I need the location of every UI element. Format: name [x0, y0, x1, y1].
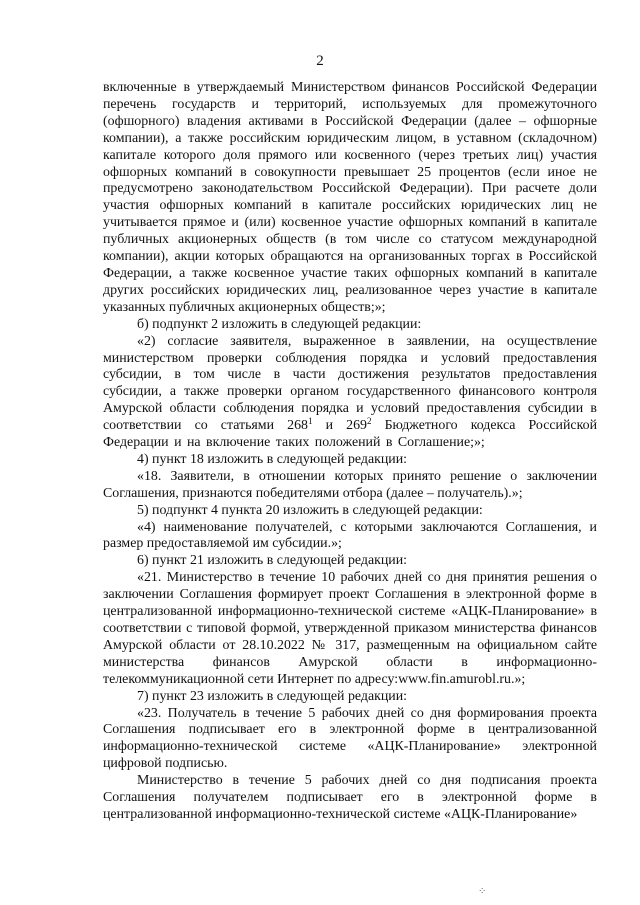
paragraph-winners-clause: «18. Заявители, в отношении которых принято решение о заключении Соглашения, признаются победителями отбора (далее – получатель).»;: [103, 468, 597, 501]
page-number: 2: [316, 53, 324, 69]
paragraph-amendment-heading: 5) подпункт 4 пункта 20 изложить в следующей редакции:: [137, 502, 483, 518]
paragraph-amendment-heading: 7) пункт 23 изложить в следующей редакции:: [137, 688, 408, 704]
paragraph-recipient-signing-clause: «23. Получатель в течение 5 рабочих дней со дня формирования проекта Соглашения подписывает его в электронной форме в централизованной информационно-технической системе «АЦК-Планирование» электронной цифровой подписью.: [103, 705, 597, 772]
consent-clause-text: «2) согласие заявителя, выраженное в заявлении, на осуществление министерством проверки соблюдения порядка и условий предоставления субсидии, в том числе в части достижения результатов предоставления субсидии, а также проверки органом государственного финансового контроля Амурской области соблюдения порядка и условий предоставления субсидии в соответствии со статьями 268: [103, 333, 597, 434]
paragraph-consent-clause: [103, 334, 597, 452]
paragraph-agreement-drafting-clause: «21. Министерство в течение 10 рабочих дней со дня принятия решения о заключении Соглашения формирует проект Соглашения в электронной форме в централизованной информационно-технической системе «АЦК-Планирование» в соответствии с типовой формой, утвержденной приказом министерства финансов Амурской области от 28.10.2022 № 317, размещенным на официальном сайте министерства финансов Амурской области в информационно-телекоммуникационной сети Интернет по адресу:www.fin.amurobl.ru.»;: [103, 570, 597, 687]
paragraph-amendment-heading: 6) пункт 21 изложить в следующей редакции:: [137, 553, 408, 569]
consent-clause-text-end: Бюджетного кодекса Российской Федерации и на включение таких положений в Соглашение;»;: [103, 418, 597, 451]
document-body: [103, 80, 597, 824]
paragraph-offshore-definition: включенные в утверждаемый Министерством финансов Российской Федерации перечень государств и территорий, используемых для промежуточного (офшорного) владения активами в Российской Федерации (далее – офшорные компании), а также российским юридическим лицом, в уставном (складочном) капитале которого доля прямого или косвенного (через третьих лиц) участия офшорных компаний в совокупности превышает 25 процентов (если иное не предусмотрено законодательством Российской Федерации). При расчете доли участия офшорных компаний в капитале российских юридических лиц не учитывается прямое и (или) косвенное участие офшорных компаний в капитале публичных акционерных обществ (в том числе со статусом международной компании), акции которых обращаются на организованных торгах в Российской Федерации, а также косвенное участие таких офшорных компаний в капитале других российских юридических лиц, реализованное через участие в капитале указанных публичных акционерных обществ;»;: [103, 80, 597, 315]
article-269-superscript: 2: [366, 416, 372, 427]
paragraph-amendment-heading: б) подпункт 2 изложить в следующей редакции:: [137, 316, 422, 332]
scan-mark-icon: ⁘: [478, 886, 487, 897]
consent-clause-text-middle: и 269: [312, 418, 367, 434]
paragraph-amendment-heading: 4) пункт 18 изложить в следующей редакции:: [137, 451, 408, 467]
paragraph-ministry-signing-clause: Министерство в течение 5 рабочих дней со дня подписания проекта Соглашения получателем подписывает его в электронной форме в централизованной информационно-технической системе «АЦК-Планирование»: [103, 773, 597, 822]
paragraph-recipients-clause: «4) наименование получателей, с которыми заключаются Соглашения, и размер предоставляемой им субсидии.»;: [103, 519, 597, 552]
article-268-superscript: 1: [307, 416, 313, 427]
